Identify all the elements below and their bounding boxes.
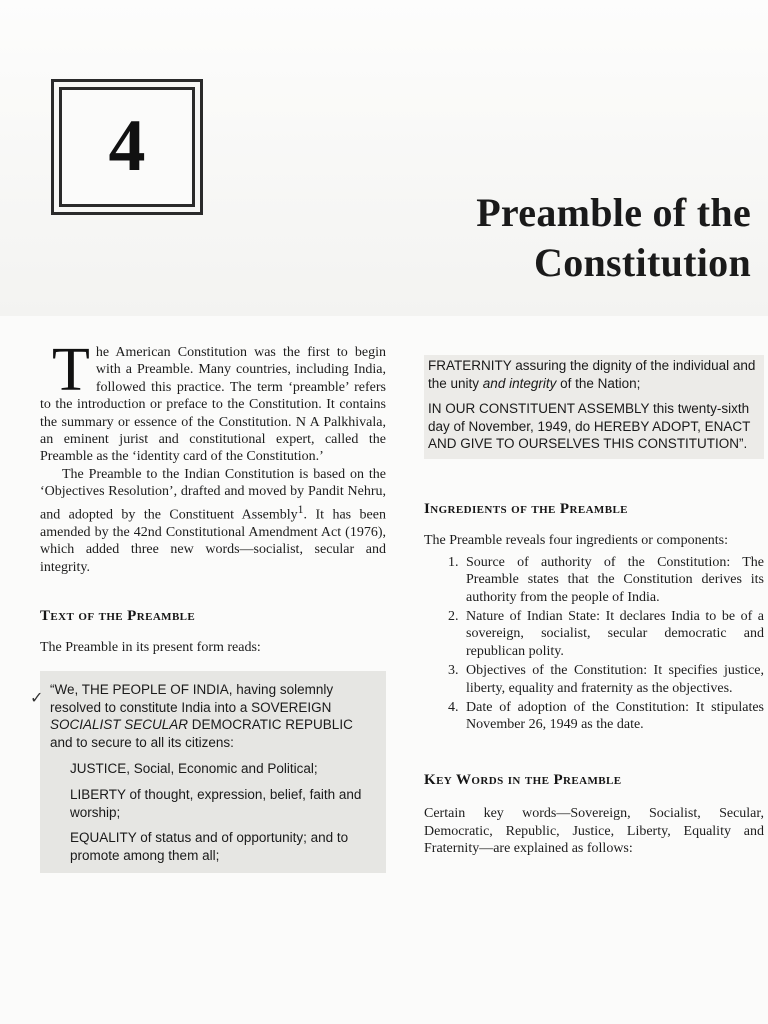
section-heading-ingredients: Ingredients of the Preamble [424, 500, 628, 517]
chapter-title-line2: Constitution [534, 240, 751, 285]
preamble-opening-a: “We, THE PEOPLE OF INDIA, having solemnly resolved to constitute India into a SOVEREIGN [50, 681, 334, 715]
drop-cap: T [52, 336, 90, 404]
left-column [40, 336, 386, 873]
ingredient-term: Objectives of the Constitution: [466, 663, 648, 679]
preamble-fraternity-a: FRATERNITY assuring the dignity of the individual and the unity [428, 358, 756, 391]
preamble-fraternity [428, 357, 758, 392]
preamble-equality: EQUALITY of status and of opportunity; and to promote among them all; [70, 830, 349, 864]
ingredient-item [462, 554, 764, 606]
chapter-number: 4 [108, 105, 146, 187]
section-heading-key-words: Key Words in the Preamble [424, 771, 622, 788]
intro-paragraph-2-text-a: The Preamble to the Indian Constitution is based on the ‘Objectives Resolution’, drafted and moved by Pandit Nehru, and adopted by the Constituent Assembly [40, 466, 386, 523]
preamble-quote-continued [424, 355, 764, 459]
ingredient-item [462, 608, 764, 660]
ingredient-text: It specifies justice, liberty, equality and fraternity as the objectives. [466, 663, 764, 696]
preamble-justice: JUSTICE, Social, Economic and Political; [70, 760, 318, 776]
preamble-liberty: LIBERTY of thought, expression, belief, faith and worship; [70, 786, 362, 820]
preamble-adoption: IN OUR CONSTITUENT ASSEMBLY this twenty-sixth day of November, 1949, do HEREBY ADOPT, ENACT AND GIVE TO OURSELVES THIS CONSTITUTION”. [428, 401, 751, 452]
ingredient-text: The Preamble states that the Constitution derives its authority from the people of India. [466, 554, 764, 605]
chapter-title-line1: Preamble of the [476, 190, 751, 235]
preamble-quote-box [40, 671, 386, 873]
ingredient-text: It stipulates November 26, 1949 as the date. [466, 700, 764, 733]
preamble-fraternity-b: of the Nation; [556, 375, 641, 391]
key-words-paragraph: Certain key words—Sovereign, Socialist, Secular, Democratic, Republic, Justice, Liberty, Equality and Fraternity—are explained as follows: [424, 806, 764, 857]
intro-paragraph-1 [40, 336, 386, 466]
ingredients-list [424, 554, 764, 734]
ingredient-term: Date of adoption of the Constitution: [466, 700, 689, 716]
right-column [424, 355, 764, 857]
ingredient-item [462, 699, 764, 734]
pen-tick-mark-icon: ✓ [30, 688, 44, 707]
ingredients-lead-text: The Preamble reveals four ingredients or components: [424, 533, 729, 549]
preamble-fraternity-emphasis: and integrity [482, 375, 557, 391]
preamble-opening-b: DEMOCRATIC REPUBLIC and to secure to all its citizens: [50, 717, 353, 751]
preamble-opening [50, 681, 378, 752]
ingredient-term: Source of authority of the Constitution: [466, 554, 731, 570]
preamble-opening-emphasis: SOCIALIST SECULAR [50, 717, 189, 733]
footnote-marker: 1 [297, 502, 304, 516]
section-heading-text-of-preamble: Text of the Preamble [40, 607, 196, 624]
ingredient-term: Nature of Indian State: [466, 609, 601, 624]
chapter-title [331, 188, 751, 288]
intro-paragraph-2-text-b: . It has been amended by the 42nd Constitutional Amendment Act (1976), which added three new words—socialist, secular and integrity. [40, 507, 386, 575]
ingredient-item [462, 662, 764, 697]
intro-paragraph-2 [40, 466, 386, 576]
preamble-lead-text: The Preamble in its present form reads: [40, 640, 261, 656]
intro-paragraph-1-text: he American Constitution was the first to begin with a Preamble. Many countries, including India, followed this practice. The term ‘preamble’ refers to the introduction or preface to the Constitution. It contains the summary or essence of the Constitution. N A Palkhivala, an eminent jurist and constitutional expert, called the Preamble as the ‘identity card of the Constitution.’ [40, 345, 386, 465]
chapter-number-frame [59, 87, 195, 207]
chapter-number-box [51, 79, 203, 215]
ingredient-text: It declares India to be of a sovereign, socialist, secular democratic and republican polity. [466, 609, 765, 659]
